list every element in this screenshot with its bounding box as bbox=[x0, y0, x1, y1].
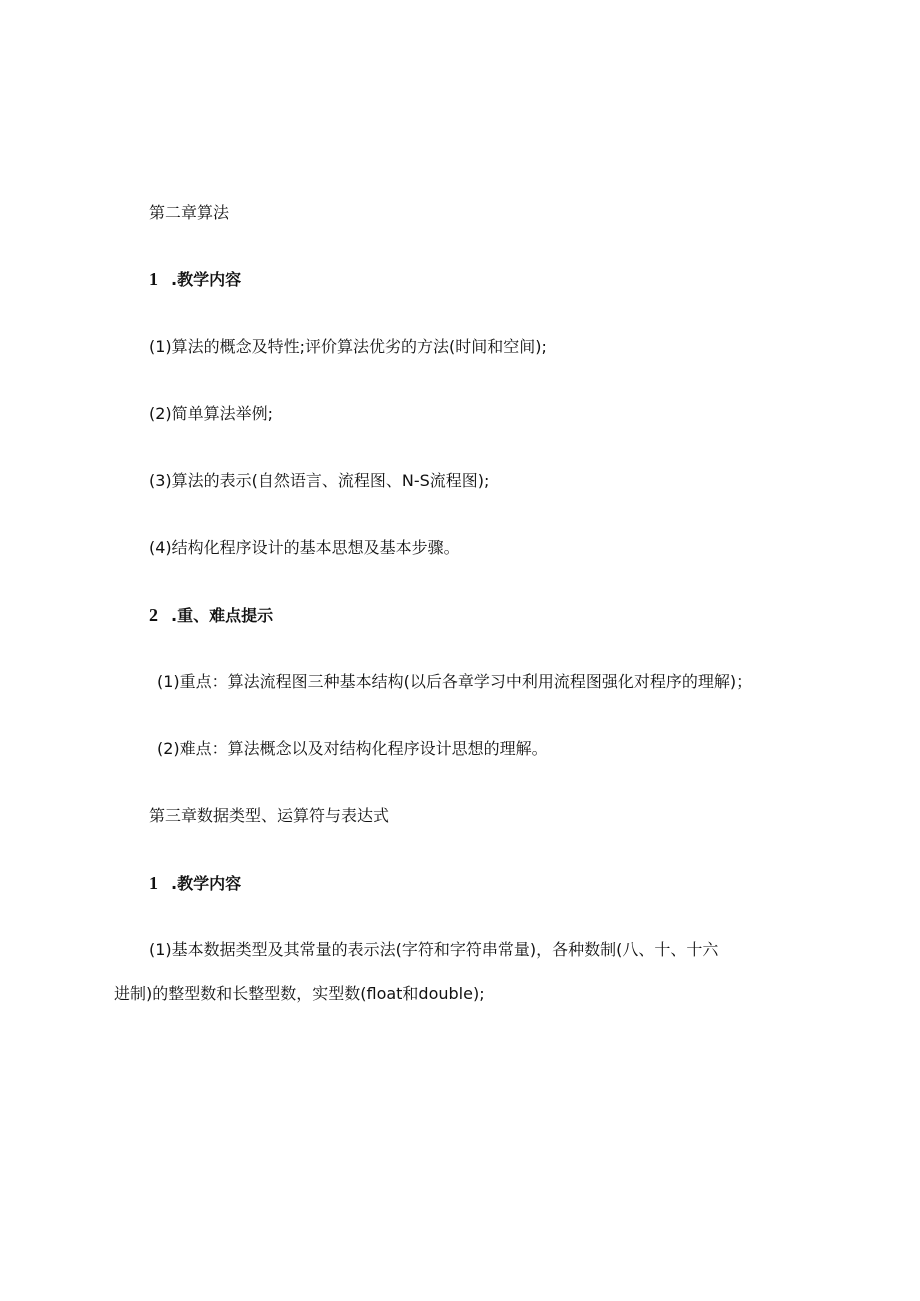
chapter-2-content-item-2: (2)简单算法举例; bbox=[149, 404, 274, 423]
section-label: .重、难点提示 bbox=[171, 606, 274, 625]
section-label: .教学内容 bbox=[171, 874, 242, 893]
difficult-point-item: (2)难点：算法概念以及对结构化程序设计思想的理解。 bbox=[157, 739, 548, 758]
section-number: 2 bbox=[149, 605, 158, 625]
chapter-3-content-item-1-line-1: (1)基本数据类型及其常量的表示法(字符和字符串常量)，各种数制(八、十、十六 bbox=[149, 940, 719, 959]
chapter-2-content-item-3: (3)算法的表示(自然语言、流程图、N-S流程图); bbox=[149, 471, 490, 490]
chapter-2-section-1-heading bbox=[149, 268, 241, 291]
chapter-2-title: 第二章算法 bbox=[149, 203, 230, 222]
section-label: .教学内容 bbox=[171, 270, 242, 289]
chapter-3-title: 第三章数据类型、运算符与表达式 bbox=[149, 806, 390, 825]
chapter-2-content-item-4: (4)结构化程序设计的基本思想及基本步骤。 bbox=[149, 538, 460, 557]
chapter-3-section-1-heading bbox=[149, 872, 241, 895]
key-point-item: (1)重点：算法流程图三种基本结构(以后各章学习中利用流程图强化对程序的理解)； bbox=[157, 672, 753, 691]
chapter-2-content-item-1: (1)算法的概念及特性;评价算法优劣的方法(时间和空间); bbox=[149, 337, 547, 356]
chapter-2-section-2-heading bbox=[149, 604, 273, 627]
chapter-3-content-item-1-line-2: 进制)的整型数和长整型数，实型数(float和double); bbox=[114, 984, 485, 1003]
section-number: 1 bbox=[149, 269, 158, 289]
section-number: 1 bbox=[149, 873, 158, 893]
